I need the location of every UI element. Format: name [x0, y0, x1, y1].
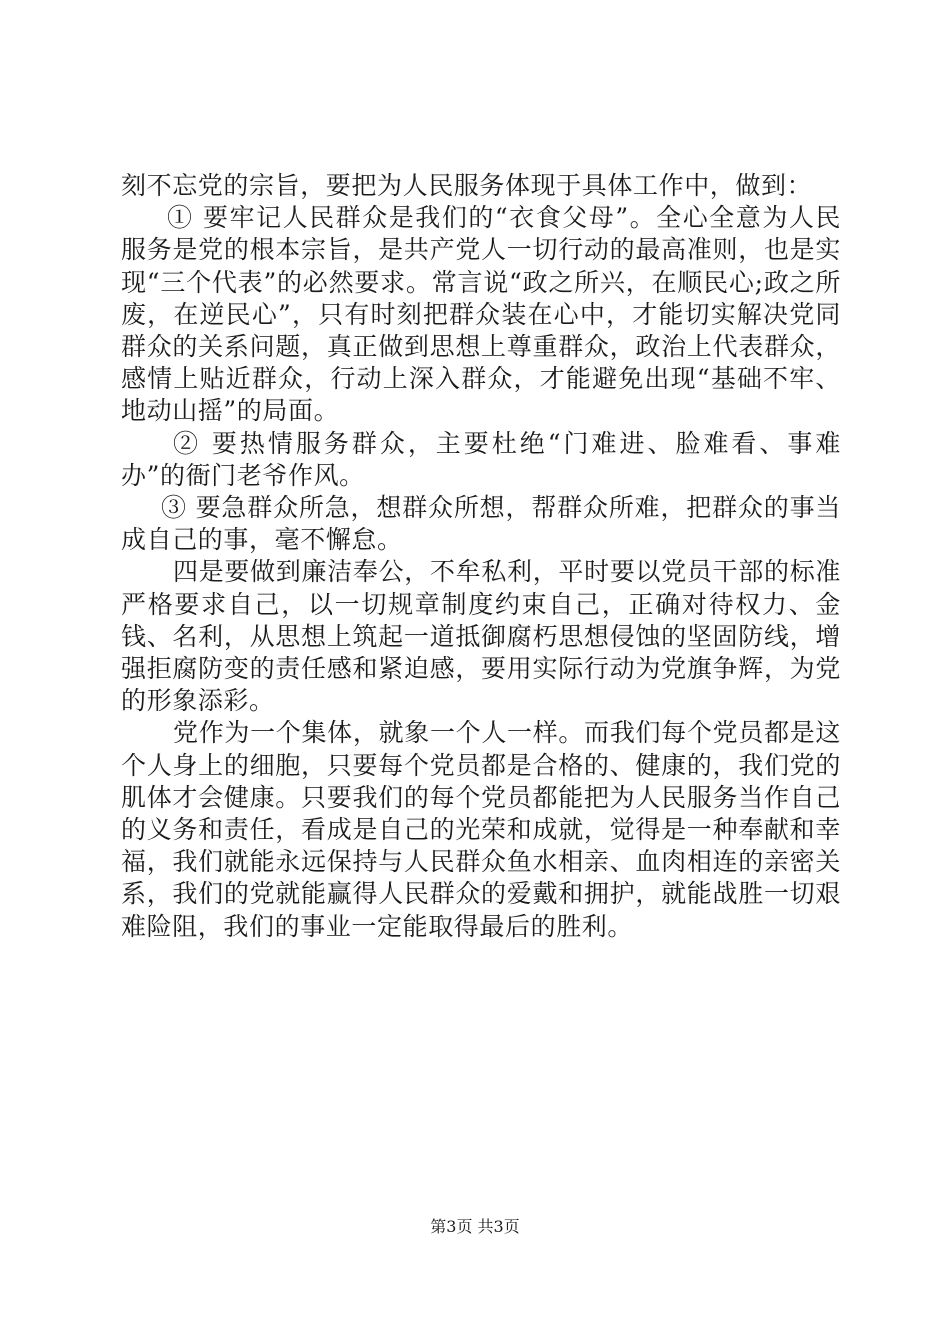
- paragraph-item-1: ① 要牢记人民群众是我们的“衣食父母”。全心全意为人民服务是党的根本宗旨，是共产党人一切行动的最高准则，也是实现“三个代表”的必然要求。常言说“政之所兴，在顺民心;政之所废，在逆民心”，只有时刻把群众装在心中，才能切实解决党同群众的关系问题，真正做到思想上尊重群众，政治上代表群众，感情上贴近群众，行动上深入群众，才能避免出现“基础不牢、地动山摇”的局面。: [121, 203, 841, 426]
- paragraph-continuation: 刻不忘党的宗旨，要把为人民服务体现于具体工作中，做到：: [121, 171, 813, 200]
- paragraph-item-2: ② 要热情服务群众，主要杜绝“门难进、脸难看、事难办”的衙门老爷作风。: [121, 428, 841, 490]
- paragraph-conclusion: 党作为一个集体，就象一个人一样。而我们每个党员都是这个人身上的细胞，只要每个党员都是合格的、健康的，我们党的肌体才会健康。只要我们的每个党员都能把为人民服务当作自己的义务和责任，看成是自己的光荣和成就，觉得是一种奉献和幸福，我们就能永远保持与人民群众鱼水相亲、血肉相连的亲密关系，我们的党就能赢得人民群众的爱戴和拥护，就能战胜一切艰难险阻，我们的事业一定能取得最后的胜利。: [121, 718, 841, 941]
- document-body: [121, 170, 841, 943]
- paragraph-item-3: ③ 要急群众所急，想群众所想，帮群众所难，把群众的事当成自己的事，毫不懈怠。: [121, 493, 841, 555]
- paragraph-point-four: 四是要做到廉洁奉公，不牟私利，平时要以党员干部的标准严格要求自己，以一切规章制度约束自己，正确对待权力、金钱、名利，从思想上筑起一道抵御腐朽思想侵蚀的坚固防线，增强拒腐防变的责任感和紧迫感，要用实际行动为党旗争辉，为党的形象添彩。: [121, 557, 841, 716]
- page-number-footer: 第3页 共3页: [430, 1217, 520, 1236]
